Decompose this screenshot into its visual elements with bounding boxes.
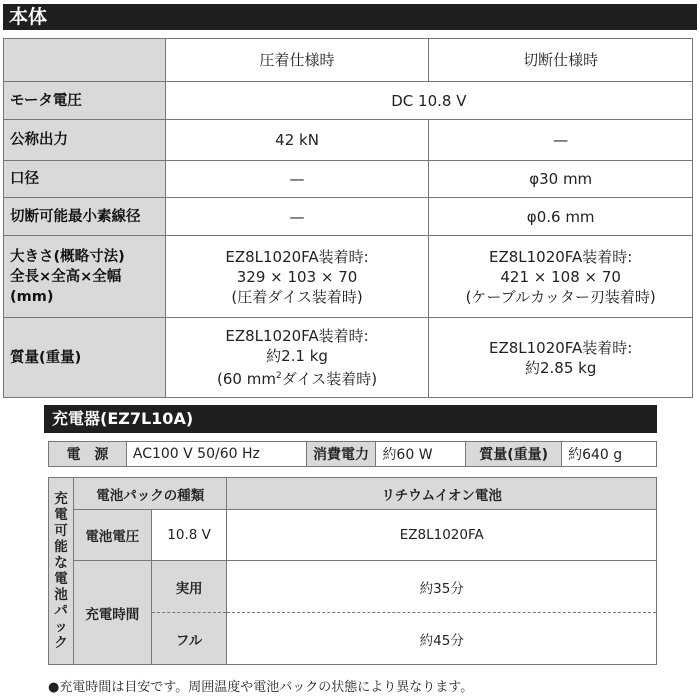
mass-crimp-line3-pre: (60 mm (217, 370, 276, 388)
table-row (49, 442, 657, 467)
mass-cut (429, 318, 693, 398)
mass-cut-line1: EZ8L1020FA装着時: (488, 338, 633, 357)
table-row (49, 510, 657, 561)
size-cut-line2: 421 × 108 × 70 (500, 267, 621, 286)
table-row (4, 161, 693, 198)
battery-model: EZ8L1020FA (227, 510, 657, 561)
mass-crimp (165, 318, 429, 398)
charger-mass-value: 約640 g (562, 442, 657, 467)
diameter-crimp: — (165, 161, 429, 198)
size-crimp-line1: EZ8L1020FA装着時: (225, 247, 369, 266)
min-wire-label: 切断可能最小素線径 (4, 198, 166, 236)
size-label-line1: 大きさ(概略寸法) (10, 248, 125, 265)
size-label-line2: 全長×全高×全幅 (10, 268, 122, 285)
full-label: フル (151, 613, 227, 665)
size-crimp-line2: 329 × 103 × 70 (236, 267, 358, 286)
motor-voltage-label: モータ電圧 (4, 82, 166, 120)
table-row (4, 39, 693, 82)
size-label (4, 236, 166, 318)
mass-crimp-line3 (166, 366, 429, 389)
diameter-cut: φ30 mm (429, 161, 693, 198)
main-spec-table (3, 38, 693, 398)
size-cut (429, 236, 693, 318)
consumption-value: 約60 W (376, 442, 466, 467)
main-section-title: 本体 (3, 4, 697, 30)
battery-voltage-value: 10.8 V (151, 510, 227, 561)
mass-crimp-line3-sup: 2 (275, 371, 282, 381)
table-row (4, 120, 693, 161)
battery-voltage-label: 電池電圧 (73, 510, 151, 561)
full-value: 約45分 (227, 613, 657, 665)
charge-time-label: 充電時間 (73, 561, 151, 665)
battery-type-value: リチウムイオン電池 (227, 478, 657, 510)
min-wire-cut: φ0.6 mm (429, 198, 693, 236)
battery-type-label: 電池パックの種類 (73, 478, 227, 510)
table-row (49, 478, 657, 510)
table-row (4, 318, 693, 398)
size-cut-line1: EZ8L1020FA装着時: (488, 247, 633, 266)
power-value: AC100 V 50/60 Hz (126, 442, 306, 467)
battery-side-label (49, 478, 74, 665)
consumption-label: 消費電力 (306, 442, 376, 467)
column-header-cut: 切断仕様時 (429, 39, 693, 82)
mass-crimp-line2: 約2.1 kg (266, 347, 328, 365)
min-wire-crimp: — (165, 198, 429, 236)
corner-cell (4, 39, 166, 82)
rated-output-cut: — (429, 120, 693, 161)
column-header-crimp: 圧着仕様時 (165, 39, 429, 82)
diameter-label: 口径 (4, 161, 166, 198)
size-crimp-line3: (圧着ダイス装着時) (231, 287, 363, 306)
size-crimp (165, 236, 429, 318)
mass-crimp-line3-post: ダイス装着時) (281, 370, 378, 388)
table-row (4, 82, 693, 120)
power-label: 電 源 (49, 442, 127, 467)
rated-output-crimp: 42 kN (165, 120, 429, 161)
mass-crimp-line1: EZ8L1020FA装着時: (225, 327, 369, 345)
size-label-line3: (mm) (10, 288, 54, 305)
motor-voltage-value: DC 10.8 V (165, 82, 692, 120)
rated-output-label: 公称出力 (4, 120, 166, 161)
charger-spec-table (48, 441, 657, 467)
table-row (4, 236, 693, 318)
size-cut-line3: (ケーブルカッター刃装着時) (465, 287, 656, 306)
charger-section-title: 充電器(EZ7L10A) (44, 405, 657, 433)
practical-value: 約35分 (227, 561, 657, 613)
battery-side-text: 充電可能な電池パック (54, 491, 68, 651)
footnote: ●充電時間は目安です。周囲温度や電池パックの状態により異なります。 (48, 680, 474, 695)
charger-mass-label: 質量(重量) (466, 442, 562, 467)
mass-label: 質量(重量) (4, 318, 166, 398)
table-row (49, 561, 657, 613)
practical-label: 実用 (151, 561, 227, 613)
table-row (4, 198, 693, 236)
mass-cut-line2: 約2.85 kg (524, 358, 597, 377)
battery-table (48, 477, 657, 665)
